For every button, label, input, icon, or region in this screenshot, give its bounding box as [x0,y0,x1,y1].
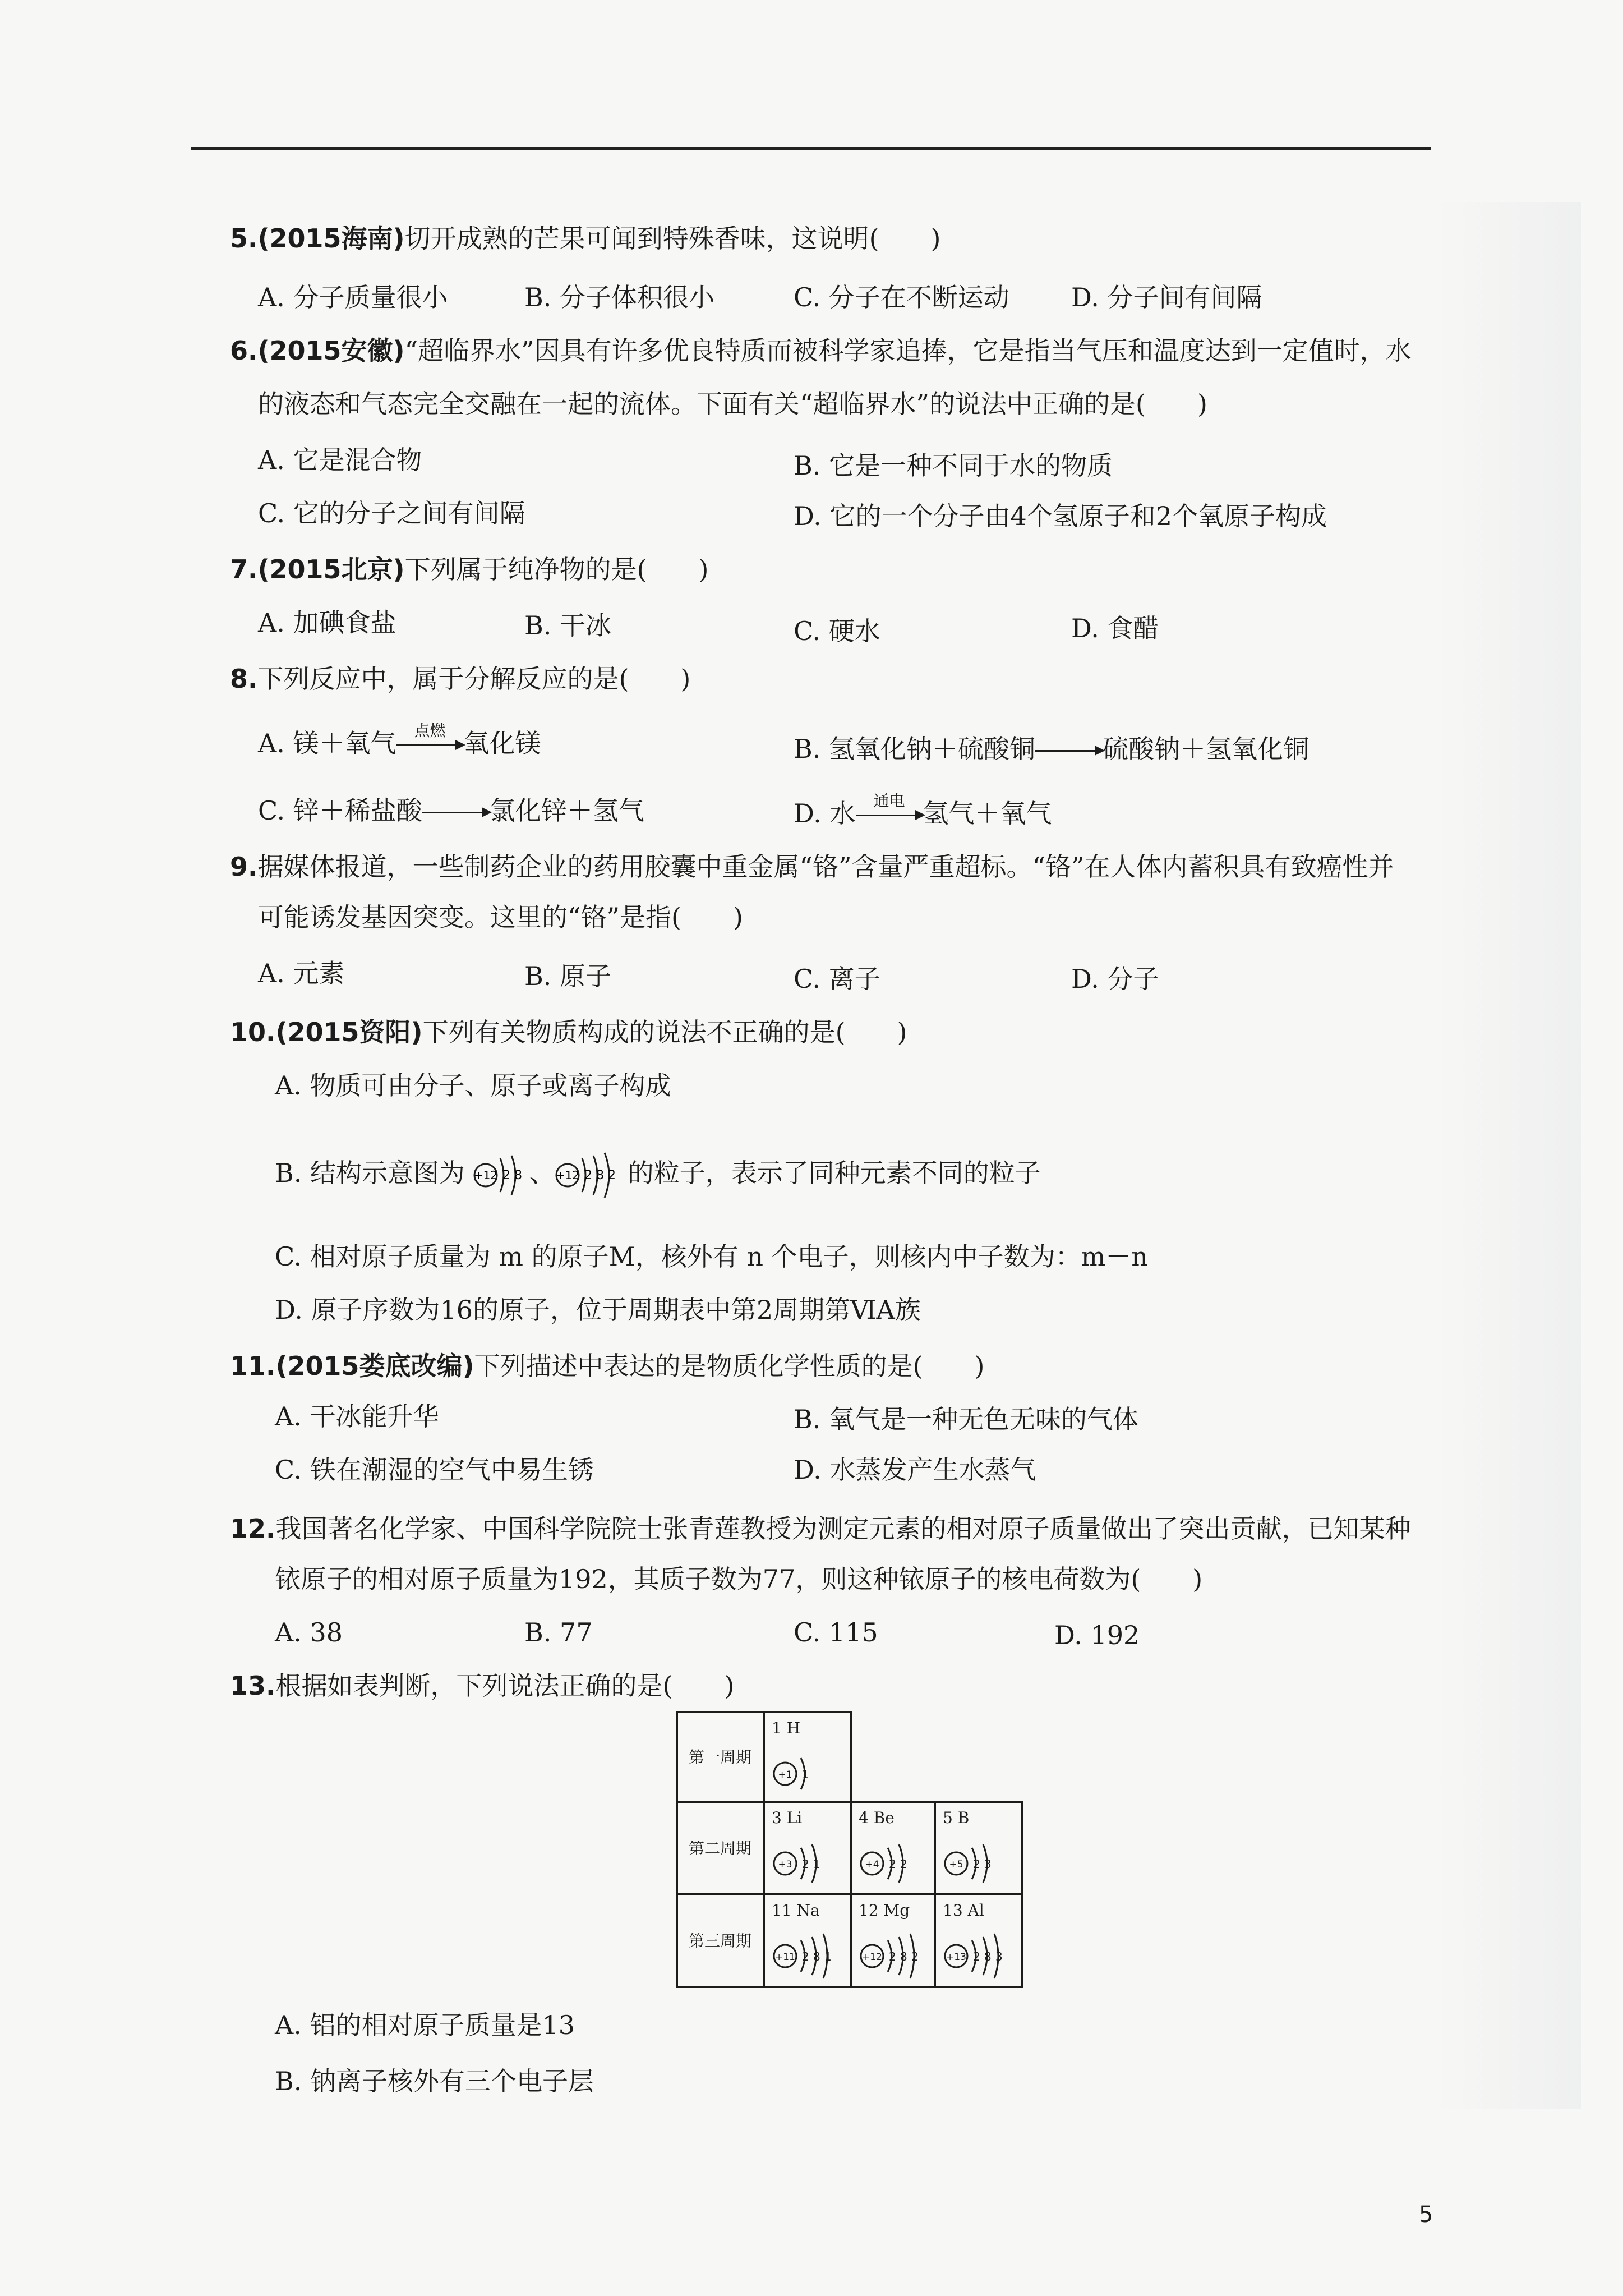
q13-option-b: B. 钠离子核外有三个电子层 [275,2066,594,2096]
q9-text-1: 据媒体报道，一些制药企业的药用胶囊中重金属“铬”含量严重超标。“铬”在人体内蓄积具有致癌性并 [257,852,1394,882]
q9-number: 9. [230,852,258,882]
q5-stem [230,222,940,255]
q7-number: 7. [230,554,258,585]
q6-source: (2015安徽) [257,335,405,366]
q12-text-1: 我国著名化学家、中国科学院院士张青莲教授为测定元素的相对原子质量做出了突出贡献，已知某种 [275,1513,1411,1544]
atom-structure-diagram [473,1150,529,1200]
periodic-table-excerpt [676,1711,1023,1989]
nucleus-charge: +3 [778,1859,792,1870]
shell-electrons: 2 [607,1168,616,1182]
shell-electrons: 3 [995,1950,1003,1963]
q11-option-d: D. 水蒸发产生水蒸气 [794,1455,1036,1485]
q6-number: 6. [230,335,258,366]
q12-number: 12. [230,1513,276,1544]
q8-text: 下列反应中，属于分解反应的是( ) [257,664,691,694]
q9-stem-line2: 可能诱发基因突变。这里的“铬”是指( ) [258,902,743,932]
q12-stem-line1 [230,1512,1411,1545]
shell-electrons: 8 [514,1168,522,1182]
q9-stem-line1 [230,850,1394,884]
q10-option-d: D. 原子序数为16的原子，位于周期表中第2周期第ⅥA族 [275,1295,921,1325]
q10-option-b [275,1150,1041,1200]
q8-c-reactants: C. 锌＋稀盐酸 [258,795,422,826]
reaction-arrow [856,792,923,830]
q7-option-b: B. 干冰 [524,610,612,641]
q8-d-products: 氢气＋氧气 [923,798,1052,829]
shell-electrons: 2 [889,1950,896,1963]
q5-option-a: A. 分子质量很小 [258,282,448,312]
q8-option-d [794,792,1052,830]
nucleus-charge: +1 [778,1769,792,1780]
element-symbol: 4 Be [859,1809,895,1827]
shell-electrons: 8 [984,1950,992,1963]
reaction-condition: 通电 [873,792,905,810]
shell-electrons: 2 [911,1950,919,1963]
q8-b-reactants: B. 氢氧化钠＋硫酸铜 [794,734,1036,764]
nucleus-charge: +11 [775,1952,795,1963]
q13-text: 根据如表判断，下列说法正确的是( ) [275,1671,735,1701]
q7-stem [230,553,708,586]
period-label: 第一周期 [688,1748,752,1766]
q10-option-c: C. 相对原子质量为 m 的原子M，核外有 n 个电子，则核内中子数为：m－n [275,1241,1148,1272]
shell-electrons: 1 [802,1768,809,1781]
nucleus-charge: +12 [862,1952,882,1963]
atom-structure-diagram [555,1150,628,1200]
shell-electrons: 8 [900,1950,907,1963]
element-symbol: 1 H [772,1719,801,1737]
q8-a-reactants: A. 镁＋氧气 [258,728,396,758]
q8-number: 8. [230,664,258,694]
shell-electrons: 2 [584,1168,592,1182]
page-number: 5 [1419,2202,1433,2228]
q5-option-b: B. 分子体积很小 [524,282,715,312]
shell-electrons: 2 [973,1857,980,1871]
q6-option-a: A. 它是混合物 [258,445,422,475]
q10-source: (2015资阳) [275,1017,423,1047]
shell-electrons: 2 [802,1950,809,1963]
element-symbol: 3 Li [772,1809,803,1827]
nucleus-charge: +12 [555,1168,579,1182]
q6-text-1: “超临界水”因具有许多优良特质而被科学家追捧，它是指当气压和温度达到一定值时，水 [404,335,1412,366]
shell-electrons: 3 [984,1857,992,1871]
shell-electrons: 8 [813,1950,820,1963]
q9-option-a: A. 元素 [258,958,345,988]
q5-option-c: C. 分子在不断运动 [794,282,1009,312]
period-label: 第二周期 [688,1839,752,1858]
q11-option-b: B. 氧气是一种无色无味的气体 [794,1404,1139,1434]
q8-stem [230,662,690,696]
q11-text: 下列描述中表达的是物质化学性质的是( ) [474,1351,985,1381]
q12-option-b: B. 77 [524,1617,593,1648]
q10-number: 10. [230,1017,276,1047]
shell-electrons: 8 [596,1168,604,1182]
q7-option-c: C. 硬水 [794,616,880,646]
q8-c-products: 氯化锌＋氢气 [489,795,644,826]
nucleus-charge: +13 [946,1952,966,1963]
q10-b-prefix: B. 结构示意图为 [275,1158,465,1188]
q10-option-a: A. 物质可由分子、原子或离子构成 [275,1070,671,1101]
shell-electrons: 1 [813,1857,820,1871]
q8-option-c [258,794,644,827]
q7-text: 下列属于纯净物的是( ) [404,554,709,585]
element-symbol: 5 B [943,1809,970,1827]
q6-option-b: B. 它是一种不同于水的物质 [794,450,1113,481]
nucleus-charge: +5 [949,1859,963,1870]
q12-option-d: D. 192 [1054,1620,1140,1650]
q12-option-a: A. 38 [275,1617,343,1648]
q8-option-a [258,721,541,760]
nucleus-charge: +4 [865,1859,879,1870]
q6-option-d: D. 它的一个分子由4个氢原子和2个氧原子构成 [794,501,1327,531]
shell-electrons: 2 [889,1857,896,1871]
q5-option-d: D. 分子间有间隔 [1071,282,1262,312]
reaction-arrow [396,721,463,760]
periodic-table-grid [676,1711,1023,1989]
q11-number: 11. [230,1351,276,1381]
shell-electrons: 2 [973,1950,980,1963]
q11-option-c: C. 铁在潮湿的空气中易生锈 [275,1455,594,1485]
q8-b-products: 硫酸钠＋氢氧化铜 [1103,734,1310,764]
reaction-condition: 点燃 [414,721,446,740]
q12-option-c: C. 115 [794,1617,878,1648]
q8-d-reactants: D. 水 [794,798,856,829]
q6-stem-line1 [230,334,1412,367]
q10-b-suffix: 的粒子，表示了同种元素不同的粒子 [628,1158,1041,1188]
period-label: 第三周期 [688,1931,752,1950]
q9-option-b: B. 原子 [524,961,612,991]
element-symbol: 11 Na [772,1901,820,1920]
reaction-arrow [422,794,490,827]
shell-electrons: 2 [502,1168,510,1182]
q7-option-a: A. 加碘食盐 [258,608,396,638]
nucleus-charge: +12 [473,1168,497,1182]
q7-option-d: D. 食醋 [1071,613,1159,643]
q6-option-c: C. 它的分子之间有间隔 [258,498,525,528]
shell-electrons: 2 [900,1857,907,1871]
header-rule [191,147,1431,150]
bleed-through-shade [1436,202,1581,2109]
q11-option-a: A. 干冰能升华 [275,1401,439,1432]
q5-text: 切开成熟的芒果可闻到特殊香味，这说明( ) [404,223,941,254]
q10-b-separator: 、 [529,1158,555,1188]
q8-option-b [794,732,1309,766]
q13-stem [230,1669,734,1703]
q11-source: (2015娄底改编) [275,1351,474,1381]
element-symbol: 12 Mg [859,1901,910,1920]
q6-stem-line2: 的液态和气态完全交融在一起的流体。下面有关“超临界水”的说法中正确的是( ) [258,389,1207,419]
q8-a-products: 氧化镁 [463,728,541,758]
q10-stem [230,1015,907,1049]
q9-option-d: D. 分子 [1071,964,1159,994]
q13-number: 13. [230,1671,276,1701]
q5-number: 5. [230,223,258,254]
q10-text: 下列有关物质构成的说法不正确的是( ) [422,1017,907,1047]
q9-option-c: C. 离子 [794,964,880,994]
q5-source: (2015海南) [257,223,405,254]
q11-stem [230,1349,984,1383]
q7-source: (2015北京) [257,554,405,585]
shell-electrons: 2 [802,1857,809,1871]
q13-option-a: A. 铝的相对原子质量是13 [275,2010,575,2040]
element-symbol: 13 Al [943,1901,984,1920]
shell-electrons: 1 [824,1950,832,1963]
reaction-arrow [1035,732,1103,766]
q12-stem-line2: 铱原子的相对原子质量为192，其质子数为77，则这种铱原子的核电荷数为( ) [275,1564,1203,1594]
